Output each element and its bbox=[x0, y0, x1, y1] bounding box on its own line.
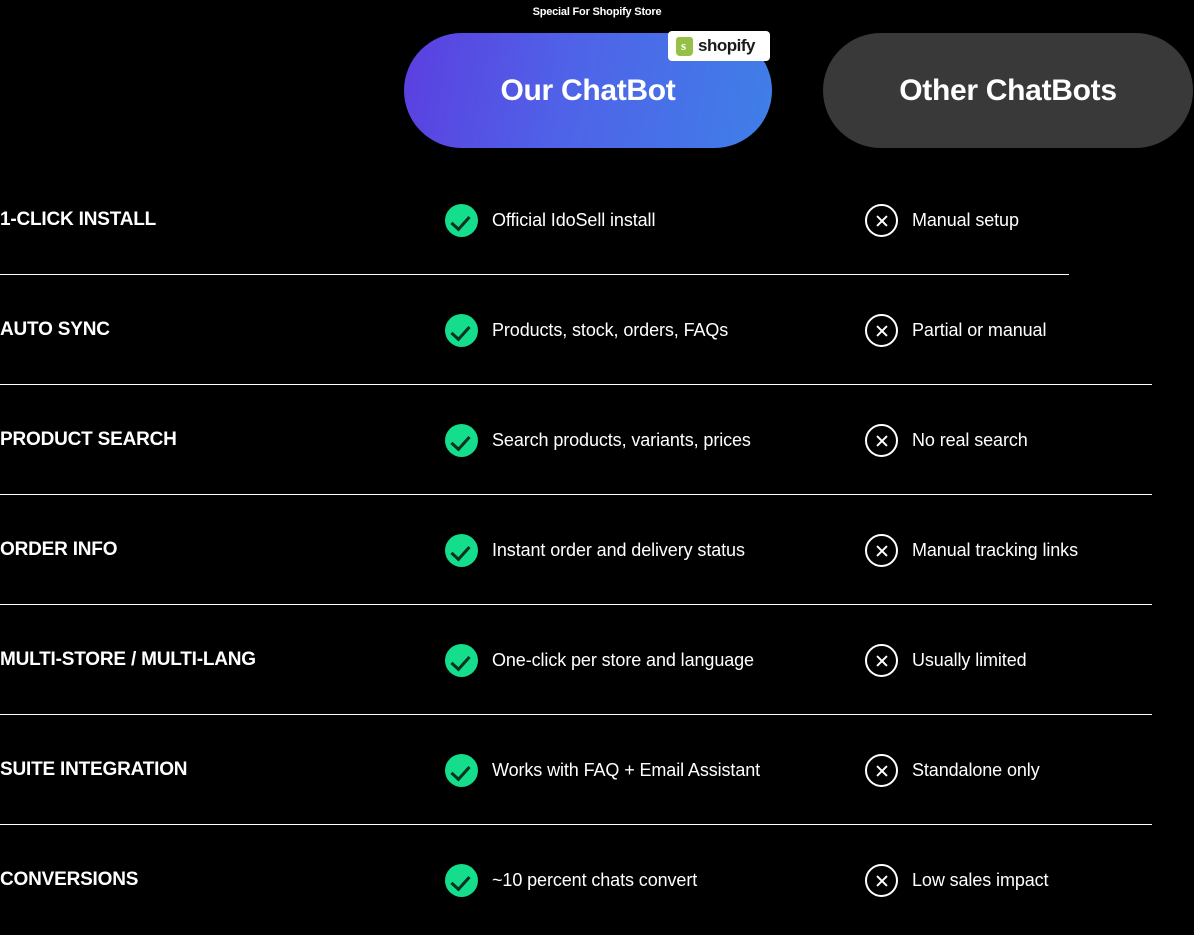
feature-label: AUTO SYNC bbox=[0, 319, 110, 340]
cell-ours-text: Official IdoSell install bbox=[492, 209, 656, 230]
x-circle-icon bbox=[865, 204, 898, 237]
cell-others-text: Usually limited bbox=[912, 649, 1027, 670]
cell-ours bbox=[445, 424, 865, 457]
cell-others bbox=[865, 754, 1194, 787]
shopify-badge bbox=[668, 31, 770, 61]
column-header-other-chatbots bbox=[823, 33, 1193, 148]
table-row bbox=[0, 275, 1194, 385]
cell-ours-text: Instant order and delivery status bbox=[492, 539, 745, 560]
cell-others bbox=[865, 864, 1194, 897]
cell-others bbox=[865, 644, 1194, 677]
cell-ours bbox=[445, 864, 865, 897]
cell-ours bbox=[445, 314, 865, 347]
our-chatbot-label: Our ChatBot bbox=[500, 73, 676, 107]
table-row bbox=[0, 715, 1194, 825]
cell-others-text: No real search bbox=[912, 429, 1028, 450]
cell-ours bbox=[445, 204, 865, 237]
shopify-bag-icon bbox=[676, 37, 693, 56]
x-circle-icon bbox=[865, 314, 898, 347]
other-chatbots-label: Other ChatBots bbox=[899, 73, 1117, 107]
check-circle-icon bbox=[445, 534, 478, 567]
cell-ours bbox=[445, 534, 865, 567]
feature-label: PRODUCT SEARCH bbox=[0, 429, 177, 450]
feature-label: ORDER INFO bbox=[0, 539, 118, 560]
cell-ours-text: One-click per store and language bbox=[492, 649, 754, 670]
feature-label: 1-CLICK INSTALL bbox=[0, 209, 157, 230]
x-circle-icon bbox=[865, 644, 898, 677]
cell-ours-text: Products, stock, orders, FAQs bbox=[492, 319, 729, 340]
check-circle-icon bbox=[445, 754, 478, 787]
feature-label: SUITE INTEGRATION bbox=[0, 759, 188, 780]
check-circle-icon bbox=[445, 864, 478, 897]
cell-others-text: Manual setup bbox=[912, 209, 1019, 230]
x-circle-icon bbox=[865, 864, 898, 897]
table-row bbox=[0, 385, 1194, 495]
check-circle-icon bbox=[445, 424, 478, 457]
cell-others-text: Low sales impact bbox=[912, 869, 1049, 890]
feature-label: MULTI-STORE / MULTI-LANG bbox=[0, 649, 256, 670]
comparison-table bbox=[0, 165, 1194, 935]
shopify-badge-label: shopify bbox=[698, 36, 755, 55]
cell-ours-text: Search products, variants, prices bbox=[492, 429, 751, 450]
x-circle-icon bbox=[865, 534, 898, 567]
cell-others-text: Standalone only bbox=[912, 759, 1040, 780]
cell-ours-text: Works with FAQ + Email Assistant bbox=[492, 759, 761, 780]
cell-others-text: Partial or manual bbox=[912, 319, 1047, 340]
cell-ours bbox=[445, 644, 865, 677]
cell-others-text: Manual tracking links bbox=[912, 539, 1078, 560]
table-row bbox=[0, 605, 1194, 715]
table-row bbox=[0, 825, 1194, 935]
cell-others bbox=[865, 204, 1194, 237]
cell-others bbox=[865, 424, 1194, 457]
special-banner-label: Special For Shopify Store bbox=[532, 6, 662, 18]
x-circle-icon bbox=[865, 424, 898, 457]
table-row bbox=[0, 495, 1194, 605]
feature-label: CONVERSIONS bbox=[0, 869, 139, 890]
x-circle-icon bbox=[865, 754, 898, 787]
cell-others bbox=[865, 534, 1194, 567]
cell-ours bbox=[445, 754, 865, 787]
table-row bbox=[0, 165, 1194, 275]
check-circle-icon bbox=[445, 314, 478, 347]
check-circle-icon bbox=[445, 204, 478, 237]
cell-others bbox=[865, 314, 1194, 347]
check-circle-icon bbox=[445, 644, 478, 677]
cell-ours-text: ~10 percent chats convert bbox=[492, 869, 698, 890]
